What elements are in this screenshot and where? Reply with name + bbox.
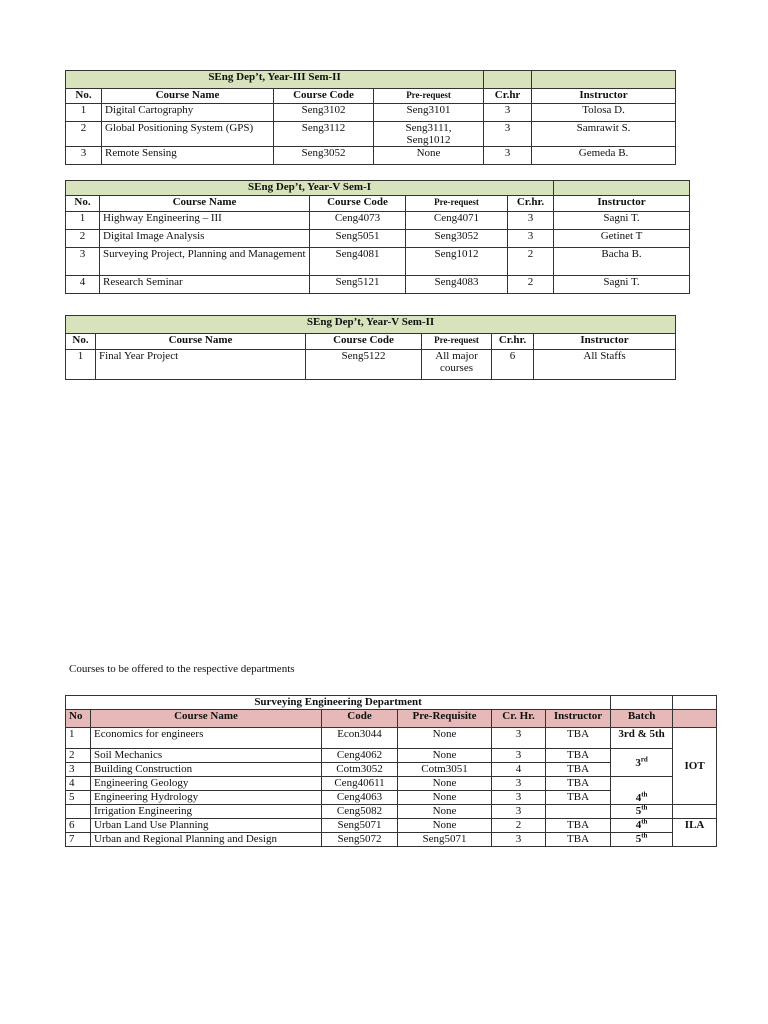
table-row: 3 Building Construction Cotm3052 Cotm3051 4 TBA [66,763,717,777]
table-row: 2 Digital Image Analysis Seng5051 Seng3052 3 Getinet T [66,230,690,248]
header-course-name: Course Name [91,710,322,728]
batch-cell: 3rd [611,749,673,777]
header-instructor: Instructor [534,334,676,350]
header-no: No [66,710,91,728]
offered-courses-note: Courses to be offered to the respective departments [69,663,295,675]
header-no: No. [66,334,96,350]
header-instructor: Instructor [554,196,690,212]
table-row: 3 Surveying Project, Planning and Management Seng4081 Seng1012 2 Bacha B. [66,248,690,276]
header-course-code: Course Code [306,334,422,350]
header-prerequest: Pre-request [406,196,508,212]
surveying-department-table [65,695,717,847]
table-row: 2 Global Positioning System (GPS) Seng3112 Seng3111, Seng1012 3 Samrawit S. [66,122,676,147]
header-cr-hr: Cr. Hr. [492,710,546,728]
table-row: 1 Final Year Project Seng5122 All major courses 6 All Staffs [66,350,676,380]
header-course-code: Course Code [310,196,406,212]
table-title: SEng Dep’t, Year-III Sem-II [66,71,484,89]
header-cr-hr: Cr.hr. [492,334,534,350]
course-table-year5-sem1 [65,180,690,294]
table-row: 1 Highway Engineering – III Ceng4073 Ceng4071 3 Sagni T. [66,212,690,230]
table-row: 7 Urban and Regional Planning and Design Seng5072 Seng5071 3 TBA 5th [66,833,717,847]
table-title: SEng Dep’t, Year-V Sem-I [66,181,554,196]
table-row: 4 Research Seminar Seng5121 Seng4083 2 Sagni T. [66,276,690,294]
header-course-name: Course Name [96,334,306,350]
table-row: 1 Economics for engineers Econ3044 None 3 TBA 3rd & 5th IOT [66,728,717,749]
header-batch: Batch [611,710,673,728]
table-title: Surveying Engineering Department [66,696,611,710]
header-no: No. [66,196,100,212]
dept-iot: IOT [673,728,717,805]
header-prerequest: Pre-request [422,334,492,350]
batch-cell: 4th [611,777,673,805]
table-title: SEng Dep’t, Year-V Sem-II [66,316,676,334]
header-prerequisite: Pre-Requisite [398,710,492,728]
header-no: No. [66,89,102,104]
table-row: Irrigation Engineering Ceng5082 None 3 5th [66,805,717,819]
batch-cell: 3rd & 5th [611,728,673,749]
course-table-year3-sem2 [65,70,676,165]
header-cr-hr: Cr.hr. [508,196,554,212]
table-row: 6 Urban Land Use Planning Seng5071 None 2 TBA 4th ILA [66,819,717,833]
table-row: 4 Engineering Geology Ceng40611 None 3 TBA 4th [66,777,717,791]
header-instructor: Instructor [546,710,611,728]
header-course-name: Course Name [100,196,310,212]
dept-ila: ILA [673,819,717,847]
header-course-name: Course Name [102,89,274,104]
header-cr-hr: Cr.hr [484,89,532,104]
batch-cell: 5th [611,805,673,819]
course-table-year5-sem2 [65,315,676,380]
table-row: 2 Soil Mechanics Ceng4062 None 3 TBA 3rd [66,749,717,763]
batch-cell: 5th [611,833,673,847]
table-row: 3 Remote Sensing Seng3052 None 3 Gemeda B. [66,147,676,165]
batch-cell: 4th [611,819,673,833]
table-row: 5 Engineering Hydrology Ceng4063 None 3 TBA [66,791,717,805]
header-course-code: Course Code [274,89,374,104]
header-prerequest: Pre-request [374,89,484,104]
header-instructor: Instructor [532,89,676,104]
table-row: 1 Digital Cartography Seng3102 Seng3101 3 Tolosa D. [66,104,676,122]
header-code: Code [322,710,398,728]
